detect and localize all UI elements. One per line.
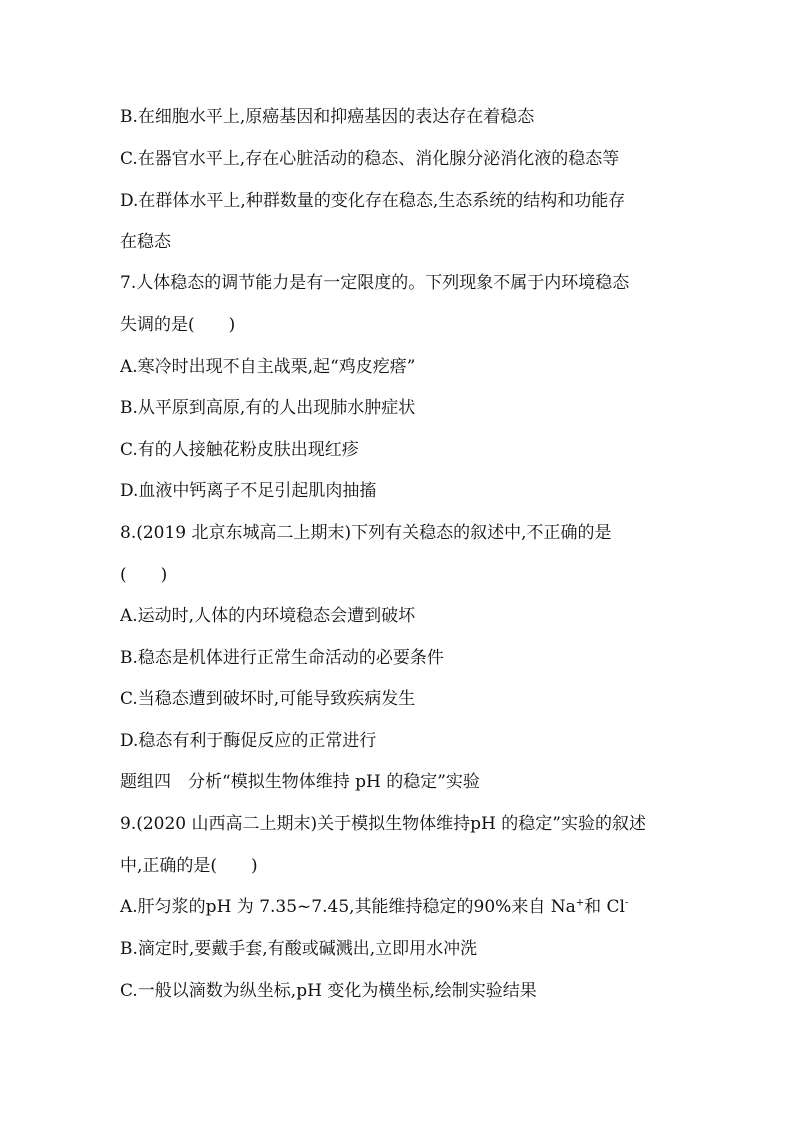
- option-8b: B.稳态是机体进行正常生命活动的必要条件: [120, 648, 444, 668]
- chloride-charge: -: [625, 897, 629, 909]
- option-8c: C.当稳态遭到破坏时,可能导致疾病发生: [120, 689, 416, 709]
- question-8-bracket: ( ): [120, 565, 168, 585]
- question-9-stem: 9.(2020 山西高二上期末)关于模拟生物体维持pH 的稳定”实验的叙述: [120, 814, 646, 834]
- option-9b: B.滴定时,要戴手套,有酸或碱溅出,立即用水冲洗: [120, 939, 478, 959]
- section-heading-group-4: 题组四 分析“模拟生物体维持 pH 的稳定”实验: [120, 772, 480, 792]
- sodium-charge: +: [575, 897, 585, 909]
- option-9a-text: A.肝匀浆的pH 为 7.35~7.45,其能维持稳定的90%来自 Na: [120, 897, 576, 917]
- option-7d: D.血液中钙离子不足引起肌肉抽搐: [120, 481, 377, 501]
- option-7b: B.从平原到高原,有的人出现肺水肿症状: [120, 398, 416, 418]
- question-9-stem-continued: 中,正确的是( ): [120, 856, 258, 876]
- option-6d-continued: 在稳态: [120, 232, 171, 252]
- question-8-stem: 8.(2019 北京东城高二上期末)下列有关稳态的叙述中,不正确的是: [120, 523, 612, 543]
- option-8a: A.运动时,人体的内环境稳态会遭到破坏: [120, 606, 416, 626]
- option-9a: [120, 896, 628, 918]
- option-6c: C.在器官水平上,存在心脏活动的稳态、消化腺分泌消化液的稳态等: [120, 149, 620, 169]
- option-7c: C.有的人接触花粉皮肤出现红疹: [120, 440, 359, 460]
- option-7a: A.寒冷时出现不自主战栗,起“鸡皮疙瘩”: [120, 357, 416, 377]
- question-7-stem: 7.人体稳态的调节能力是有一定限度的。下列现象不属于内环境稳态: [120, 273, 630, 293]
- option-9c: C.一般以滴数为纵坐标,pH 变化为横坐标,绘制实验结果: [120, 981, 537, 1001]
- question-7-stem-continued: 失调的是( ): [120, 315, 236, 335]
- option-6b: B.在细胞水平上,原癌基因和抑癌基因的表达存在着稳态: [120, 107, 535, 127]
- option-6d: D.在群体水平上,种群数量的变化存在稳态,生态系统的结构和功能存: [120, 191, 626, 211]
- option-9a-text-end: 和 Cl: [584, 897, 625, 917]
- option-8d: D.稳态有利于酶促反应的正常进行: [120, 731, 377, 751]
